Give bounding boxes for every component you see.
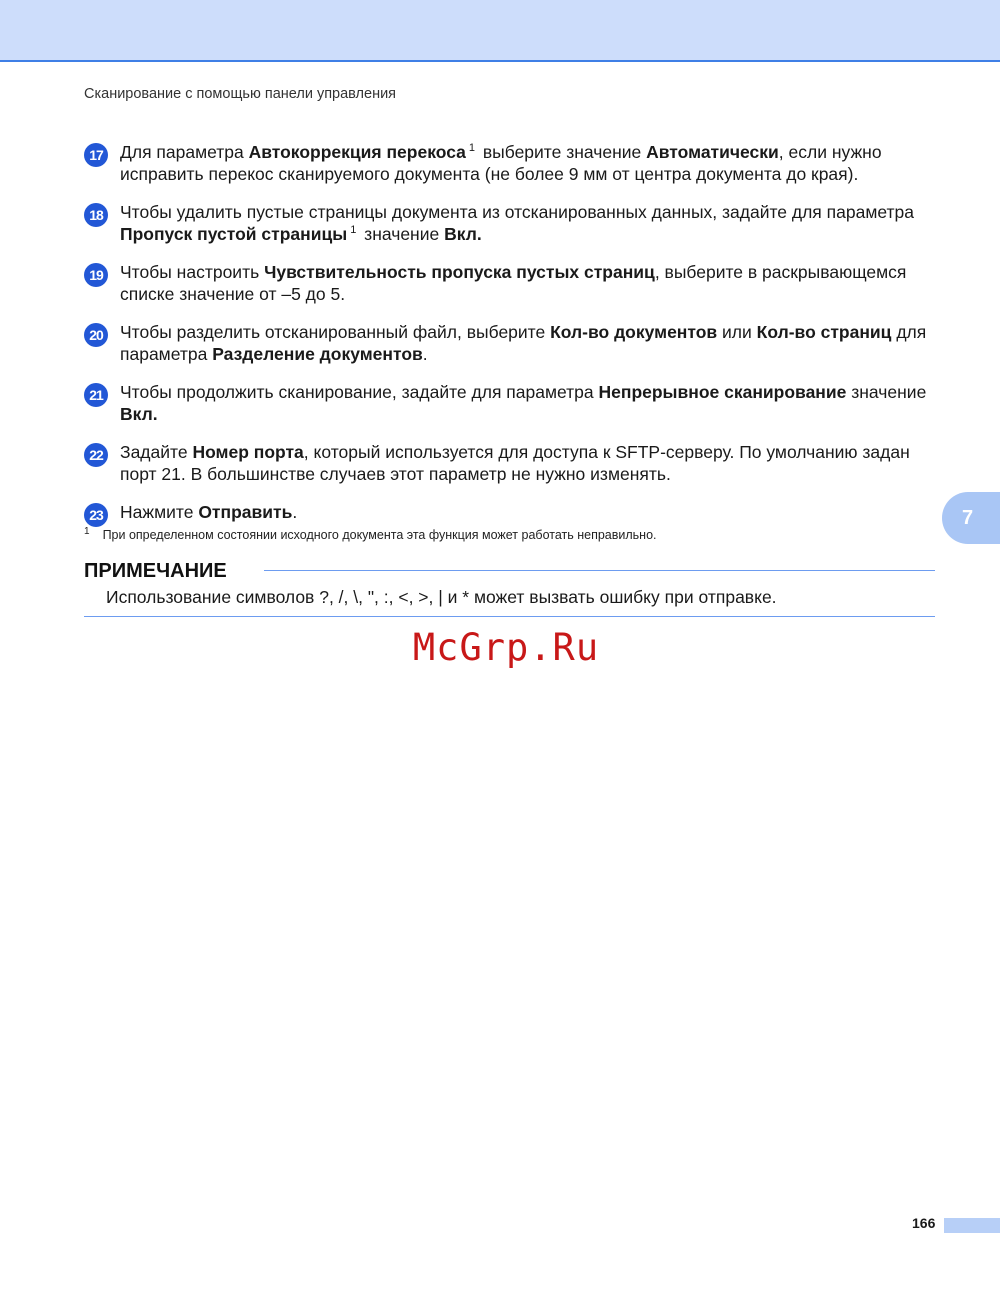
step-number-badge: 22 — [84, 443, 108, 467]
step-17 — [84, 142, 944, 185]
note-text: Использование символов ?, /, \, ", :, <, >, | и * может вызвать ошибку при отправке. — [106, 587, 777, 607]
step-text: Чтобы разделить отсканированный файл, выберите Кол-во документов или Кол-во страниц для параметра Разделение документов. — [120, 322, 927, 364]
steps-list — [84, 142, 944, 541]
page-number-bar — [944, 1218, 1000, 1233]
footnote-text: При определенном состоянии исходного документа эта функция может работать неправильно. — [102, 528, 657, 542]
step-text: Нажмите Отправить. — [120, 502, 298, 522]
note-divider-top — [264, 570, 935, 571]
running-header: Сканирование с помощью панели управления — [84, 86, 397, 102]
footnote-ref[interactable]: 1 — [350, 223, 357, 236]
step-22 — [84, 442, 944, 485]
step-text: Задайте Номер порта, который используется для доступа к SFTP-серверу. По умолчанию задан порт 21. В большинстве случаев этот параметр не нужно изменять. — [120, 442, 910, 484]
step-number-badge: 19 — [84, 263, 108, 287]
step-18 — [84, 202, 944, 245]
step-text: Чтобы удалить пустые страницы документа из отсканированных данных, задайте для параметра Пропуск пустой страницы $^1$ значение Вкл. — [120, 202, 914, 244]
step-number-badge: 18 — [84, 203, 108, 227]
step-21 — [84, 382, 944, 425]
chapter-tab[interactable]: 7 — [942, 492, 1000, 544]
step-19 — [84, 262, 944, 305]
step-20 — [84, 322, 944, 365]
step-text: Чтобы настроить Чувствительность пропуска пустых страниц, выберите в раскрывающемся списке значение от –5 до 5. — [120, 262, 907, 304]
footnote-mark: 1 — [84, 526, 90, 537]
step-number-badge: 20 — [84, 323, 108, 347]
note-divider-bottom — [84, 616, 935, 617]
watermark: McGrp.Ru — [412, 626, 600, 669]
footnote — [84, 528, 657, 542]
step-text: Чтобы продолжить сканирование, задайте для параметра Непрерывное сканирование значение Вкл. — [120, 382, 927, 424]
step-text: Для параметра Автокоррекция перекоса $^1$ выберите значение Автоматически, если нужно исправить перекос сканируемого документа (не более 9 мм от центра документа до края). — [120, 142, 882, 184]
note-title: ПРИМЕЧАНИЕ — [84, 560, 227, 582]
top-band — [0, 0, 1000, 62]
step-number-badge: 17 — [84, 143, 108, 167]
page-number: 166 — [912, 1215, 936, 1231]
step-number-badge: 21 — [84, 383, 108, 407]
step-number-badge: 23 — [84, 503, 108, 527]
footnote-ref[interactable]: 1 — [468, 142, 475, 155]
step-23 — [84, 502, 944, 524]
